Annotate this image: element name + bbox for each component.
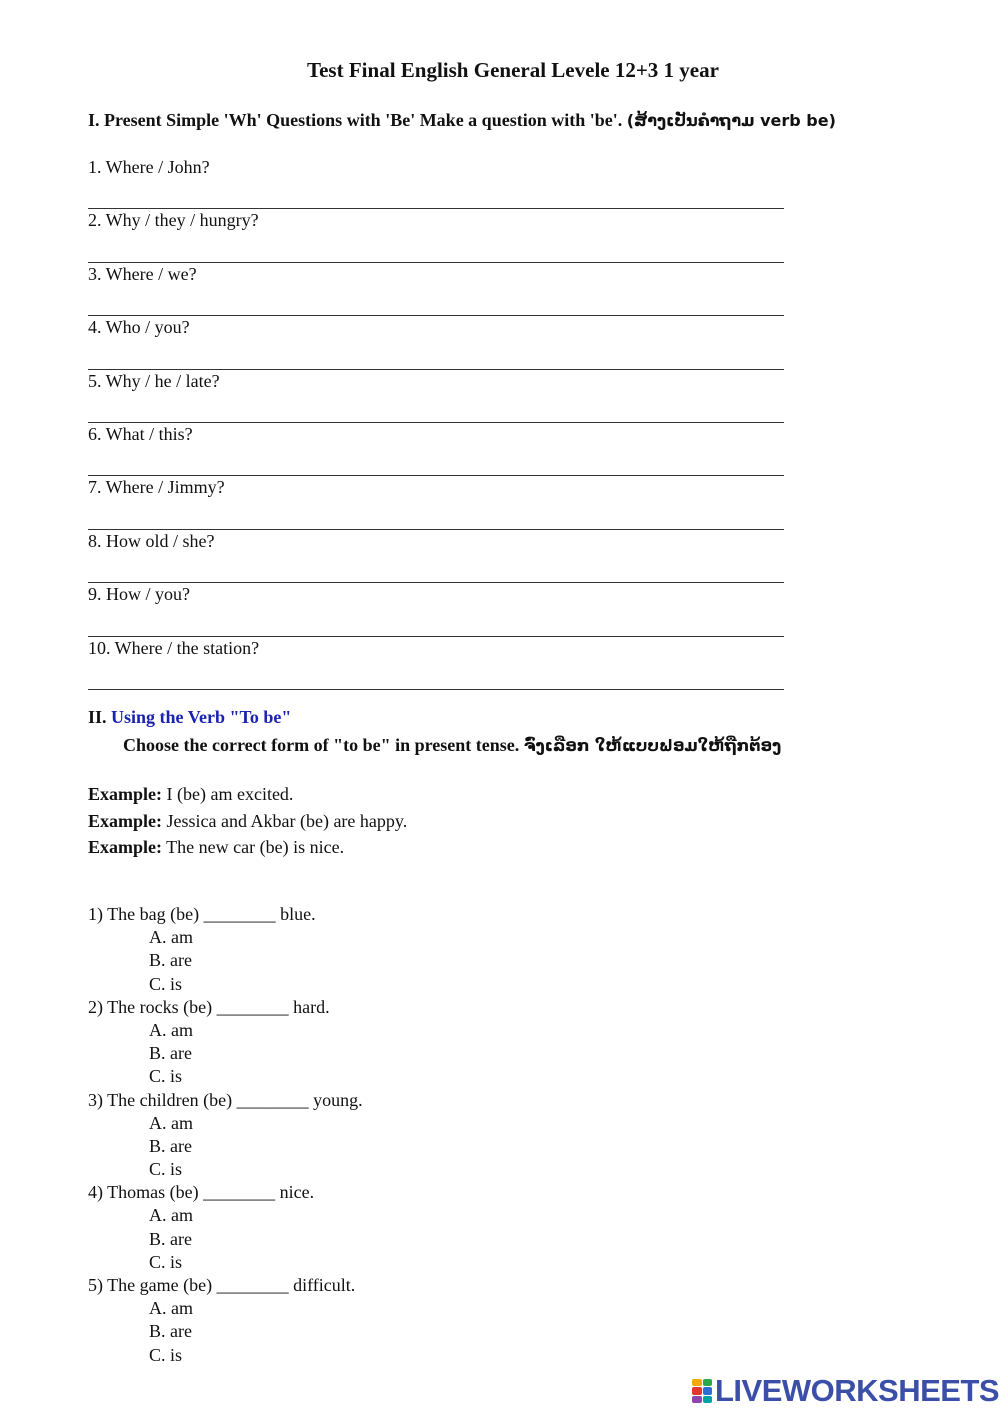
example-text: The new car (be) is nice.: [162, 837, 345, 857]
section2-instruction-text: Choose the correct form of "to be" in present tense.: [123, 735, 524, 755]
mc-stem: 3) The children (be) ________ young.: [88, 1089, 363, 1110]
liveworksheets-logo[interactable]: [692, 1374, 999, 1408]
mc-item: [88, 903, 363, 996]
mc-stem: 5) The game (be) ________ difficult.: [88, 1275, 356, 1295]
question-list: [88, 156, 784, 690]
question-item[interactable]: 10. Where / the station?: [88, 637, 784, 690]
mc-option-b[interactable]: B. are: [149, 1228, 192, 1249]
mc-stem: 1) The bag (be) ________ blue.: [88, 904, 316, 924]
mc-item: [88, 996, 363, 1089]
section2-instruction: [123, 735, 781, 756]
question-item[interactable]: 4. Who / you?: [88, 316, 784, 369]
mc-option-b[interactable]: B. are: [149, 1135, 192, 1156]
section1-heading-text: I. Present Simple 'Wh' Questions with 'Be' Make a question with 'be'.: [88, 110, 627, 130]
logo-square: [692, 1396, 702, 1403]
section1-heading: [88, 110, 988, 131]
mc-option-c[interactable]: C. is: [149, 1066, 183, 1087]
mc-option-b[interactable]: B. are: [149, 1043, 192, 1064]
question-item[interactable]: 8. How old / she?: [88, 530, 784, 583]
logo-square: [703, 1396, 713, 1403]
page-title: Test Final English General Levele 12+3 1 year: [307, 58, 719, 82]
mc-option-b[interactable]: B. are: [149, 1321, 192, 1342]
logo-square: [703, 1387, 713, 1394]
example-text: Jessica and Akbar (be) are happy.: [162, 810, 408, 831]
question-item[interactable]: 5. Why / he / late?: [88, 370, 784, 423]
question-item[interactable]: 1. Where / John?: [88, 156, 784, 209]
mc-option-c[interactable]: C. is: [149, 1344, 183, 1365]
example-label: Example:: [88, 837, 162, 857]
example-label: Example:: [88, 784, 162, 804]
question-item[interactable]: 7. Where / Jimmy?: [88, 476, 784, 529]
logo-square: [692, 1379, 702, 1386]
mc-stem: 2) The rocks (be) ________ hard.: [88, 996, 330, 1017]
mc-option-a[interactable]: A. am: [149, 1298, 193, 1319]
mc-option-c[interactable]: C. is: [149, 973, 183, 994]
section2-instruction-lao: ຈົ່ງເລືອກ ໃຫ້ແບບຟອມໃຫ້ຖືກຕ້ອງ: [523, 736, 782, 755]
mc-option-c[interactable]: C. is: [149, 1251, 183, 1272]
question-item[interactable]: 2. Why / they / hungry?: [88, 209, 784, 262]
mc-option-a[interactable]: A. am: [149, 1112, 193, 1133]
question-item[interactable]: 3. Where / we?: [88, 263, 784, 316]
logo-text: LIVEWORKSHEETS: [715, 1373, 1000, 1408]
mc-option-a[interactable]: A. am: [149, 1019, 193, 1040]
example-item: [88, 784, 407, 811]
section2-number: II.: [88, 707, 112, 727]
example-list: [88, 784, 407, 864]
example-label: Example:: [88, 810, 162, 831]
liveworksheets-logo-icon: [692, 1379, 712, 1403]
example-item: [88, 811, 407, 838]
mc-option-a[interactable]: A. am: [149, 1205, 193, 1226]
section2-title: Using the Verb "To be": [111, 707, 292, 727]
question-item[interactable]: 6. What / this?: [88, 423, 784, 476]
multiple-choice-list: [88, 903, 363, 1367]
example-text: I (be) am excited.: [162, 784, 294, 804]
logo-square: [692, 1387, 702, 1394]
mc-option-a[interactable]: A. am: [149, 927, 193, 948]
mc-item: [88, 1181, 363, 1274]
logo-square: [703, 1379, 713, 1386]
section2-heading: [88, 707, 291, 728]
mc-item: [88, 1274, 363, 1367]
mc-option-b[interactable]: B. are: [149, 950, 192, 971]
mc-stem: 4) Thomas (be) ________ nice.: [88, 1182, 315, 1203]
mc-item: [88, 1089, 363, 1182]
mc-option-c[interactable]: C. is: [149, 1159, 183, 1180]
section1-heading-lao: (ສ້າງເປັນຄຳຖາມ verb be): [626, 111, 836, 130]
question-item[interactable]: 9. How / you?: [88, 583, 784, 636]
example-item: [88, 837, 407, 864]
